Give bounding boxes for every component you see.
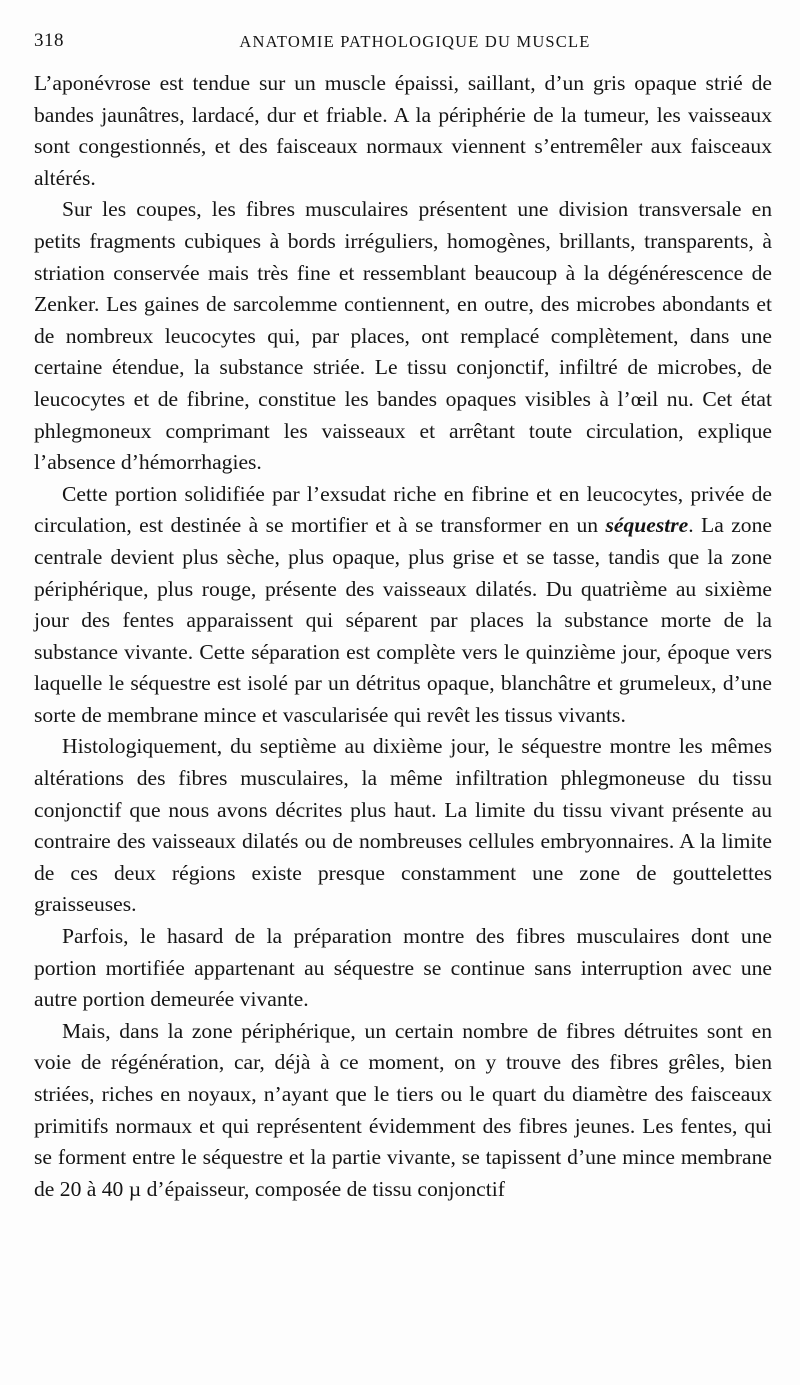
running-header [34, 30, 766, 58]
paragraph-sequestre-end: . La zone centrale devient plus sèche, plus opaque, plus grise et se tasse, tandis que la zone périphérique, plus rouge, présente des vaisseaux dilatés. Du quatrième au sixième jour des fentes apparaissent qui séparent par places la substance morte de la substance vivante. Cette séparation est complète vers le quinzième jour, époque vers laquelle le séquestre est isolé par un détritus opaque, blanchâtre et grumeleux, d’une sorte de membrane mince et vascularisée qui revêt les tissus vivants. [34, 513, 772, 727]
paragraph-sequestre-start: Cette portion solidifiée par l’exsudat riche en fibrine et en leucocytes, privée de circulation, est destinée à se mortifier et à se transformer en un [34, 481, 772, 538]
paragraph-histologie: Histologiquement, du septième au dixième jour, le séquestre montre les mêmes altérations des fibres musculaires, la même infiltration phlegmoneuse du tissu conjonctif que nous avons décrites plus haut. La limite du tissu vivant présente au contraire des vaisseaux dilatés ou de nombreuses cellules embryonnaires. A la limite de ces deux régions existe presque constamment une zone de gouttelettes graisseuses. [34, 734, 772, 917]
page-number: 318 [34, 30, 64, 51]
running-title: ANATOMIE PATHOLOGIQUE DU MUSCLE [239, 32, 591, 51]
body-text [34, 68, 772, 1205]
paragraph-sequestre [34, 479, 772, 732]
sequestre-emphasis: séquestre [605, 513, 689, 538]
paragraph-parfois: Parfois, le hasard de la préparation montre des fibres musculaires dont une portion mortifiée appartenant au séquestre se continue sans interruption avec une autre portion demeurée vivante. [34, 924, 772, 1012]
paragraph-zone-peripherique: Mais, dans la zone périphérique, un certain nombre de fibres détruites sont en voie de régénération, car, déjà à ce moment, on y trouve des fibres grêles, bien striées, riches en noyaux, n’ayant que le tiers ou le quart du diamètre des faisceaux primitifs normaux et qui représentent évidemment des fibres jeunes. Les fentes, qui se forment entre le séquestre et la partie vivante, se tapissent d’une mince membrane de 20 à 40 µ d’épaisseur, composée de tissu conjonctif [34, 1018, 772, 1201]
paragraph-aponevrose: L’aponévrose est tendue sur un muscle épaissi, saillant, d’un gris opaque strié de bandes jaunâtres, lardacé, dur et friable. A la périphérie de la tumeur, les vaisseaux sont congestionnés, et des faisceaux normaux viennent s’entremêler aux faisceaux altérés. [34, 71, 772, 190]
paragraph-coupes: Sur les coupes, les fibres musculaires présentent une division transversale en petits fragments cubiques à bords irréguliers, homogènes, brillants, transparents, à striation conservée mais très fine et ressemblant beaucoup à la dégénérescence de Zenker. Les gaines de sarcolemme contiennent, en outre, des microbes abondants et de nombreux leucocytes qui, par places, ont remplacé complètement, dans une certaine étendue, la substance striée. Le tissu conjonctif, infiltré de microbes, de leucocytes et de fibrine, constitue les bandes opaques visibles à l’œil nu. Cet état phlegmoneux comprimant les vaisseaux et arrêtant toute circulation, explique l’absence d’hémorrhagies. [34, 197, 772, 475]
